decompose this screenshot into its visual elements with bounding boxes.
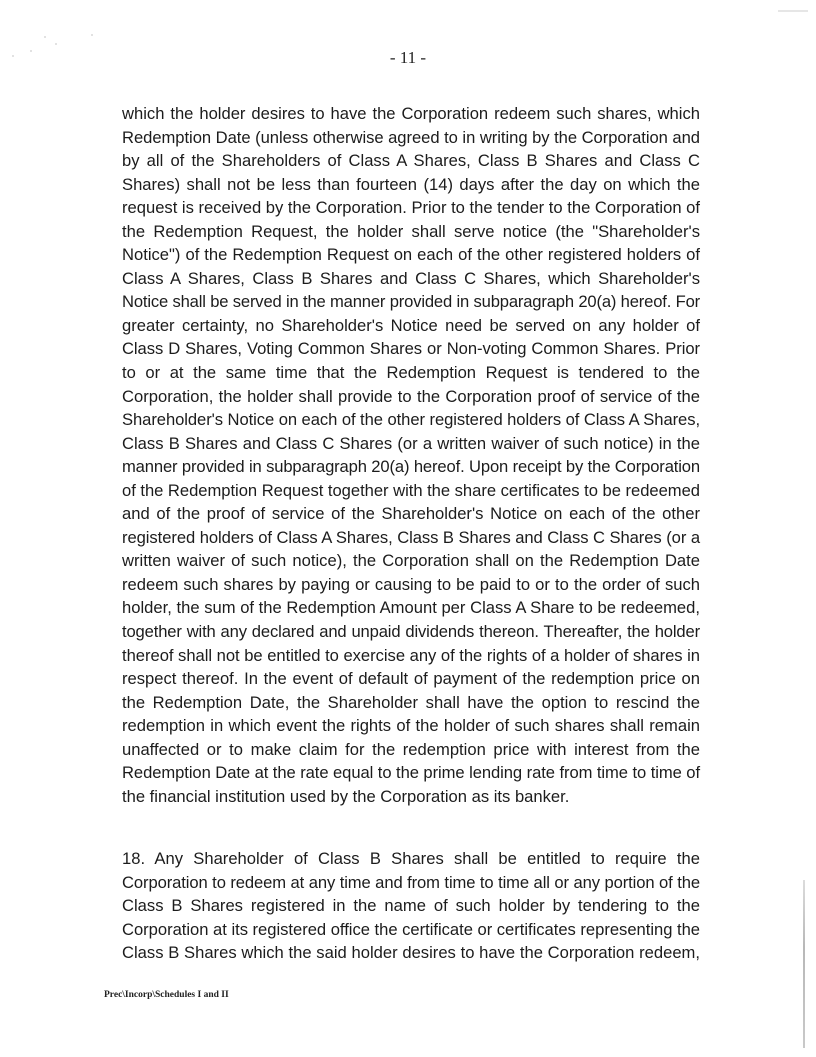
page-number: - 11 - xyxy=(389,48,427,67)
text-line: the financial institution used by the Corporation as its banker. xyxy=(122,786,570,806)
text-line: respect thereof. In the event of default of payment of the redemption price on xyxy=(122,669,700,689)
text-line: Class D Shares, Voting Common Shares or Non-voting Common Shares. Prior xyxy=(122,339,700,359)
text-line: the Redemption Request, the holder shall serve notice (the "Shareholder's xyxy=(122,221,700,241)
text-line: request is received by the Corporation. Prior to the tender to the Corporation of xyxy=(122,198,700,218)
text-line: Corporation at its registered office the certificate or certificates representing the xyxy=(122,919,700,939)
text-line: manner provided in subparagraph 20(a) hereof. Upon receipt by the Corporation xyxy=(122,457,700,477)
text-line: unaffected or to make claim for the redemption price with interest from the xyxy=(122,739,700,759)
text-line: together with any declared and unpaid dividends thereon. Thereafter, the holder xyxy=(122,622,700,642)
text-line: Class B Shares which the said holder desires to have the Corporation redeem, xyxy=(122,943,700,963)
text-line: Shareholder's Notice on each of the other registered holders of Class A Shares, xyxy=(122,410,700,430)
paragraph-18 xyxy=(122,847,700,965)
text-line: redeem such shares by paying or causing to be paid to or to the order of such xyxy=(122,574,700,594)
text-line: written waiver of such notice), the Corporation shall on the Redemption Date xyxy=(122,551,700,571)
text-line: thereof shall not be entitled to exercise any of the rights of a holder of shares in xyxy=(122,645,700,665)
text-line: Notice") of the Redemption Request on each of the other registered holders of xyxy=(122,245,700,265)
text-line: Corporation to redeem at any time and from time to time all or any portion of the xyxy=(122,872,700,892)
text-line: Class A Shares, Class B Shares and Class C Shares, which Shareholder's xyxy=(122,268,700,288)
text-line: Redemption Date at the rate equal to the prime lending rate from time to time of xyxy=(122,763,700,783)
footer-file-path: Prec\Incorp\Schedules I and II xyxy=(104,990,229,1000)
text-line: by all of the Shareholders of Class A Shares, Class B Shares and Class C xyxy=(122,151,700,171)
text-line: the Redemption Date, the Shareholder shall have the option to rescind the xyxy=(122,692,700,712)
text-line: Shares) shall not be less than fourteen (14) days after the day on which the xyxy=(122,174,700,194)
text-line: Corporation, the holder shall provide to the Corporation proof of service of the xyxy=(122,386,700,406)
text-line: of the Redemption Request together with the share certificates to be redeemed xyxy=(122,480,700,500)
scan-edge-mark-right xyxy=(803,880,805,1048)
scan-edge-mark-top xyxy=(778,10,808,12)
paragraph-continued xyxy=(122,102,700,808)
text-line: which the holder desires to have the Corporation redeem such shares, which xyxy=(122,104,700,123)
text-line: Class B Shares and Class C Shares (or a written waiver of such notice) in the xyxy=(122,433,700,453)
text-line: redemption in which event the rights of the holder of such shares shall remain xyxy=(122,716,700,736)
text-line: Class B Shares registered in the name of such holder by tendering to the xyxy=(122,896,700,916)
text-line: holder, the sum of the Redemption Amount per Class A Share to be redeemed, xyxy=(122,598,700,618)
scan-speck xyxy=(44,36,46,38)
scan-speck xyxy=(91,34,93,36)
scan-speck xyxy=(55,43,57,45)
text-line: and of the proof of service of the Shareholder's Notice on each of the other xyxy=(122,504,700,524)
text-line: registered holders of Class A Shares, Class B Shares and Class C Shares (or a xyxy=(122,527,700,547)
text-line: to or at the same time that the Redemption Request is tendered to the xyxy=(122,363,700,383)
text-line: Notice shall be served in the manner provided in subparagraph 20(a) hereof. For xyxy=(122,292,700,312)
text-line: 18. Any Shareholder of Class B Shares shall be entitled to require the xyxy=(122,849,700,868)
text-line: greater certainty, no Shareholder's Notice need be served on any holder of xyxy=(122,315,700,335)
text-line: Redemption Date (unless otherwise agreed to in writing by the Corporation and xyxy=(122,127,700,147)
